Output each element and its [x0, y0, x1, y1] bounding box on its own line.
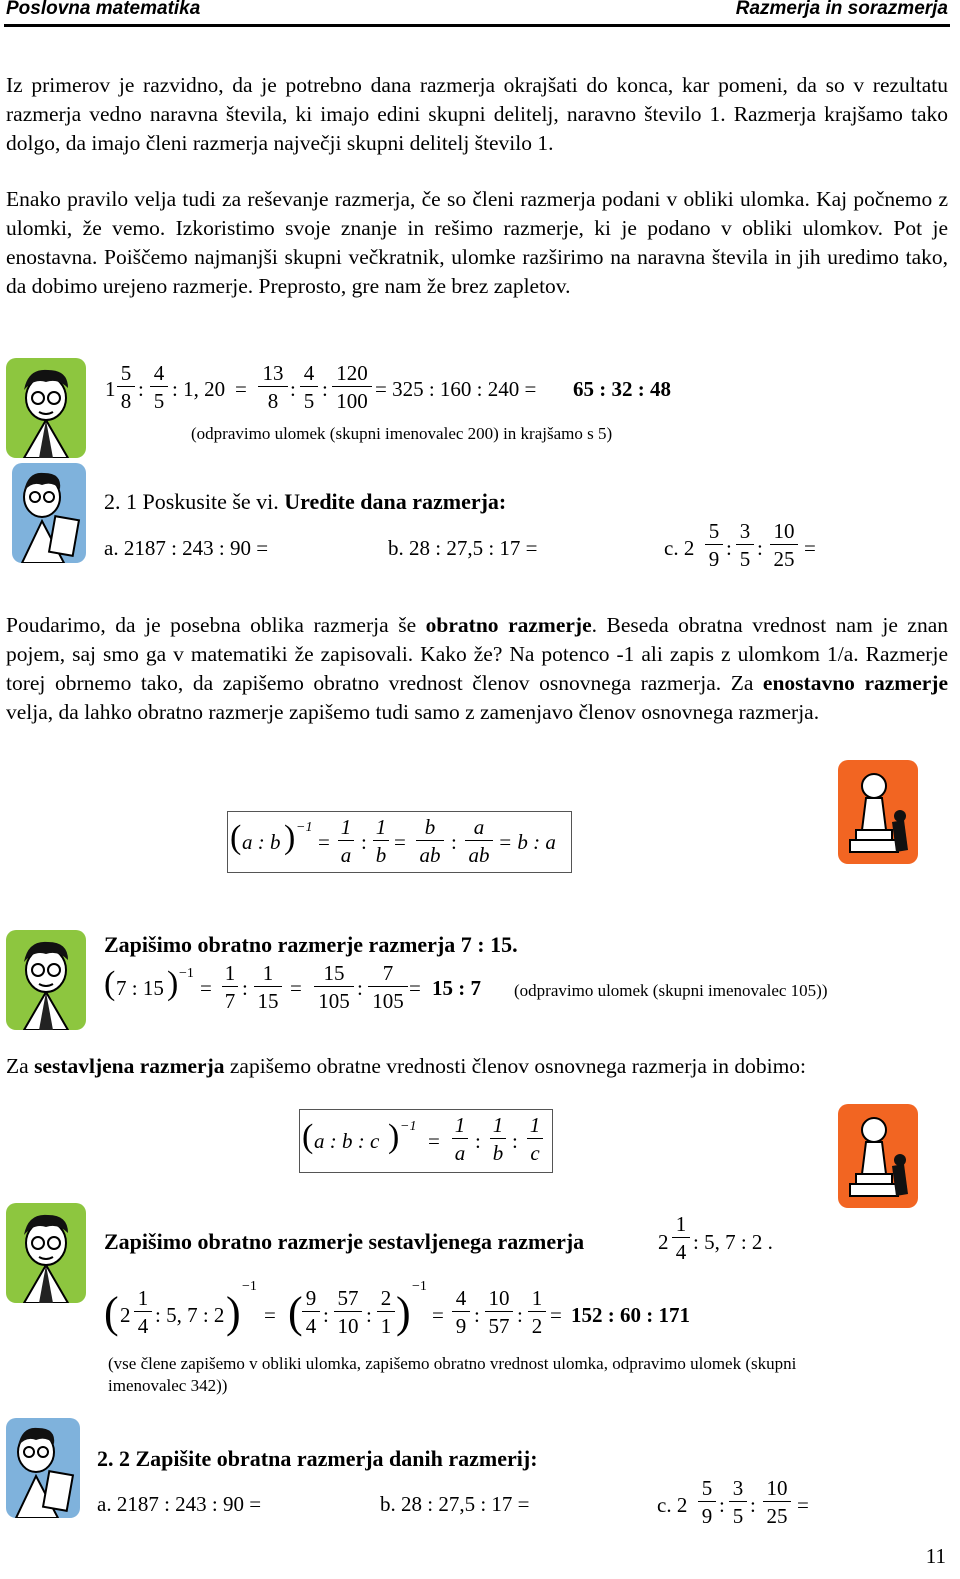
eq: =: [264, 1303, 276, 1327]
whole: 2: [120, 1303, 131, 1327]
sep: :: [361, 830, 367, 854]
task2-c: [657, 1477, 827, 1537]
task1-c-fraction: $\frac{10}{25}$: [770, 520, 798, 570]
rest: : 5, 7 : 2 .: [693, 1230, 773, 1254]
task2-lead: 2. 2 Zapišite obratna razmerja danih razmerij:: [97, 1446, 538, 1471]
ex1-rest: : 1, 20: [172, 377, 226, 401]
student-clipboard-icon: [6, 1418, 80, 1518]
rest: : 5, 7 : 2: [155, 1303, 225, 1327]
ex2-fraction: $\frac{15}{105}$: [314, 962, 354, 1012]
ex1-whole: 1: [105, 377, 116, 401]
eq: =: [409, 976, 421, 1000]
ex2-result: 15 : 7: [432, 976, 481, 1000]
formula1-fraction: $\frac{a}{ab}$: [465, 816, 493, 866]
ex3-fraction: $\frac{57}{10}$: [334, 1287, 362, 1337]
ex2-title: Zapišimo obratno razmerje razmerja 7 : 15.: [104, 932, 518, 957]
task1-lead: 2. 1 Poskusite še vi. Uredite dana razmerja:: [104, 489, 507, 514]
task1-c-sep: :: [757, 536, 763, 560]
ex1-result: 65 : 32 : 48: [573, 377, 671, 401]
task2-b: b. 28 : 27,5 : 17 =: [380, 1492, 530, 1516]
ex3-fraction: $\frac{4}{9}$: [452, 1287, 470, 1337]
formula1-inner: a : b: [242, 830, 281, 854]
header-right: Razmerja in sorazmerja: [735, 0, 948, 19]
paren: (: [104, 965, 116, 1002]
sep: :: [517, 1303, 523, 1327]
exponent: −1: [242, 1279, 257, 1294]
task2-c-fraction: $\frac{3}{5}$: [729, 1477, 747, 1527]
student-reading-icon: [6, 358, 86, 458]
formula1-fraction: $\frac{1}{a}$: [338, 816, 354, 866]
ex3-fraction: $\frac{1}{4}$: [134, 1287, 152, 1337]
ex1-fraction: $\frac{5}{8}$: [117, 362, 135, 412]
ex1-fraction: $\frac{120}{100}$: [332, 362, 372, 412]
ex3-fraction: $\frac{1}{4}$: [672, 1213, 690, 1263]
task2-c-fraction: $\frac{10}{25}$: [763, 1477, 791, 1527]
sep: :: [366, 1303, 372, 1327]
sep: :: [242, 976, 248, 1000]
formula-box-1: [227, 811, 572, 873]
exponent: −1: [296, 820, 313, 835]
task1-c-label: c. 2: [664, 536, 695, 560]
paren: (: [230, 819, 242, 856]
ex3-result: 152 : 60 : 171: [571, 1303, 690, 1327]
ex3-title-math: [656, 1213, 786, 1273]
paren: (: [302, 1118, 314, 1155]
student-clipboard-icon: [12, 463, 86, 563]
header-left: Poslovna matematika: [6, 0, 201, 19]
student-reading-icon: [6, 930, 86, 1030]
ex1-fraction: $\frac{13}{8}$: [258, 362, 288, 412]
ex3-fraction: $\frac{2}{1}$: [377, 1287, 395, 1337]
exponent: −1: [179, 966, 194, 981]
sep: :: [323, 1303, 329, 1327]
task2-c-sep: :: [750, 1493, 756, 1517]
paren: ): [388, 1118, 400, 1155]
task1-c-fraction: $\frac{5}{9}$: [705, 520, 723, 570]
formula2-fraction: $\frac{1}{b}$: [490, 1114, 506, 1164]
task2-c-eq: =: [797, 1493, 809, 1517]
paragraph-1: Iz primerov je razvidno, da je potrebno dana razmerja okrajšati do konca, kar pomeni, da so v rezultatu razmerja vedno naravna števila, ki imajo edini skupni delitelj, naravno število 1. Razmerja krajšamo tako dolgo, da imajo členi razmerja največji skupni delitelj število 1.: [6, 73, 948, 155]
paragraph-4: Za sestavljena razmerja zapišemo obratne vrednosti členov osnovnega razmerja in dobimo:: [6, 1054, 807, 1078]
task2-a: a. 2187 : 243 : 90 =: [97, 1492, 262, 1516]
exponent: −1: [412, 1279, 427, 1294]
task1-c-eq: =: [804, 536, 816, 560]
ex2-note: (odpravimo ulomek (skupni imenovalec 105)): [514, 981, 828, 1000]
chess-pawn-icon: [838, 760, 918, 864]
ex3-note: (vse člene zapišemo v obliki ulomka, zapišemo obratno vrednost ulomka, odpravimo ulomek (skupni imenovalec 342)): [108, 1354, 797, 1395]
ex2-inner: 7 : 15: [116, 976, 164, 1000]
formula1-tail: = b : a: [498, 830, 556, 854]
whole: 2: [658, 1230, 669, 1254]
ex1-eq: =: [235, 377, 247, 401]
eq: =: [550, 1303, 562, 1327]
ex3-fraction: $\frac{1}{2}$: [528, 1287, 546, 1337]
ex1-fraction: $\frac{4}{5}$: [300, 362, 318, 412]
eq: =: [200, 976, 212, 1000]
formula1-fraction: $\frac{1}{b}$: [373, 816, 389, 866]
eq: =: [318, 830, 330, 854]
page-number: 11: [925, 1544, 946, 1568]
paren: (: [104, 1288, 119, 1337]
header-rule: [4, 24, 950, 27]
eq: =: [394, 830, 406, 854]
paragraph-3: Poudarimo, da je posebna oblika razmerja še obratno razmerje. Beseda obratna vrednost nam je znan pojem, saj smo ga v matematiki že zapisovali. Kako že? Na potenco -1 ali zapis z ulomkom 1/a. Razmerje torej obrnemo tako, da zapišemo obratno vrednost členov osnovnega razmerja. Za enostavno razmerje velja, da lahko obratno razmerje zapišemo tudi samo z zamenjavo členov osnovnega razmerja.: [6, 613, 948, 724]
ex2-fraction: $\frac{7}{105}$: [368, 962, 408, 1012]
formula2-fraction: $\frac{1}{a}$: [452, 1114, 468, 1164]
task1-a: a. 2187 : 243 : 90 =: [104, 536, 269, 560]
ex1-fraction: $\frac{4}{5}$: [150, 362, 168, 412]
task2-c-label: c. 2: [657, 1493, 688, 1517]
paren: ): [396, 1288, 411, 1337]
ex3-title: Zapišimo obratno razmerje sestavljenega razmerja: [104, 1229, 585, 1254]
sep: :: [474, 1303, 480, 1327]
ex1-note: (odpravimo ulomek (skupni imenovalec 200) in krajšamo s 5): [191, 424, 613, 443]
ex1-sep: :: [322, 377, 328, 401]
task1-c: [664, 520, 834, 580]
student-reading-icon: [6, 1203, 86, 1303]
example-2: [104, 962, 884, 1026]
task2-c-sep: :: [719, 1493, 725, 1517]
ex1-tail: = 325 : 160 : 240 =: [375, 377, 537, 401]
ex1-sep: :: [138, 377, 144, 401]
ex1-sep: :: [290, 377, 296, 401]
sep: :: [475, 1129, 481, 1153]
exponent: −1: [400, 1119, 417, 1134]
task1-c-fraction: $\frac{3}{5}$: [736, 520, 754, 570]
paragraph-2: Enako pravilo velja tudi za reševanje razmerja, če so členi razmerja podani v obliki ulomka. Kaj počnemo z ulomki, že vemo. Izkoristimo svoje znanje in rešimo razmerje, ki je podano v obliki ulomkov. Pot je enostavna. Poiščemo najmanjši skupni večkratnik, ulomke razširimo na naravna števila in jih uredimo tako, da dobimo urejeno razmerje. Preprosto, gre nam že brez zapletov.: [6, 187, 948, 298]
task2-c-fraction: $\frac{5}{9}$: [698, 1477, 716, 1527]
eq: =: [432, 1303, 444, 1327]
paren: ): [284, 819, 296, 856]
chess-pawn-icon: [838, 1104, 918, 1208]
paren: (: [288, 1288, 303, 1337]
example-3: [104, 1279, 864, 1349]
formula1-fraction: $\frac{b}{ab}$: [416, 816, 444, 866]
ex2-fraction: $\frac{1}{7}$: [222, 962, 238, 1012]
task1-b: b. 28 : 27,5 : 17 =: [388, 536, 538, 560]
sep: :: [512, 1129, 518, 1153]
task1-c-sep: :: [726, 536, 732, 560]
example-1: [100, 362, 860, 452]
eq: =: [428, 1129, 440, 1153]
paren: ): [226, 1288, 241, 1337]
paren: ): [167, 965, 179, 1002]
ex3-fraction: $\frac{10}{57}$: [485, 1287, 513, 1337]
sep: :: [357, 976, 363, 1000]
eq: =: [290, 976, 302, 1000]
ex3-fraction: $\frac{9}{4}$: [302, 1287, 320, 1337]
sep: :: [451, 830, 457, 854]
formula-box-2: [299, 1109, 553, 1173]
formula2-inner: a : b : c: [314, 1129, 380, 1153]
ex2-fraction: $\frac{1}{15}$: [254, 962, 282, 1012]
formula2-fraction: $\frac{1}{c}$: [527, 1114, 543, 1164]
